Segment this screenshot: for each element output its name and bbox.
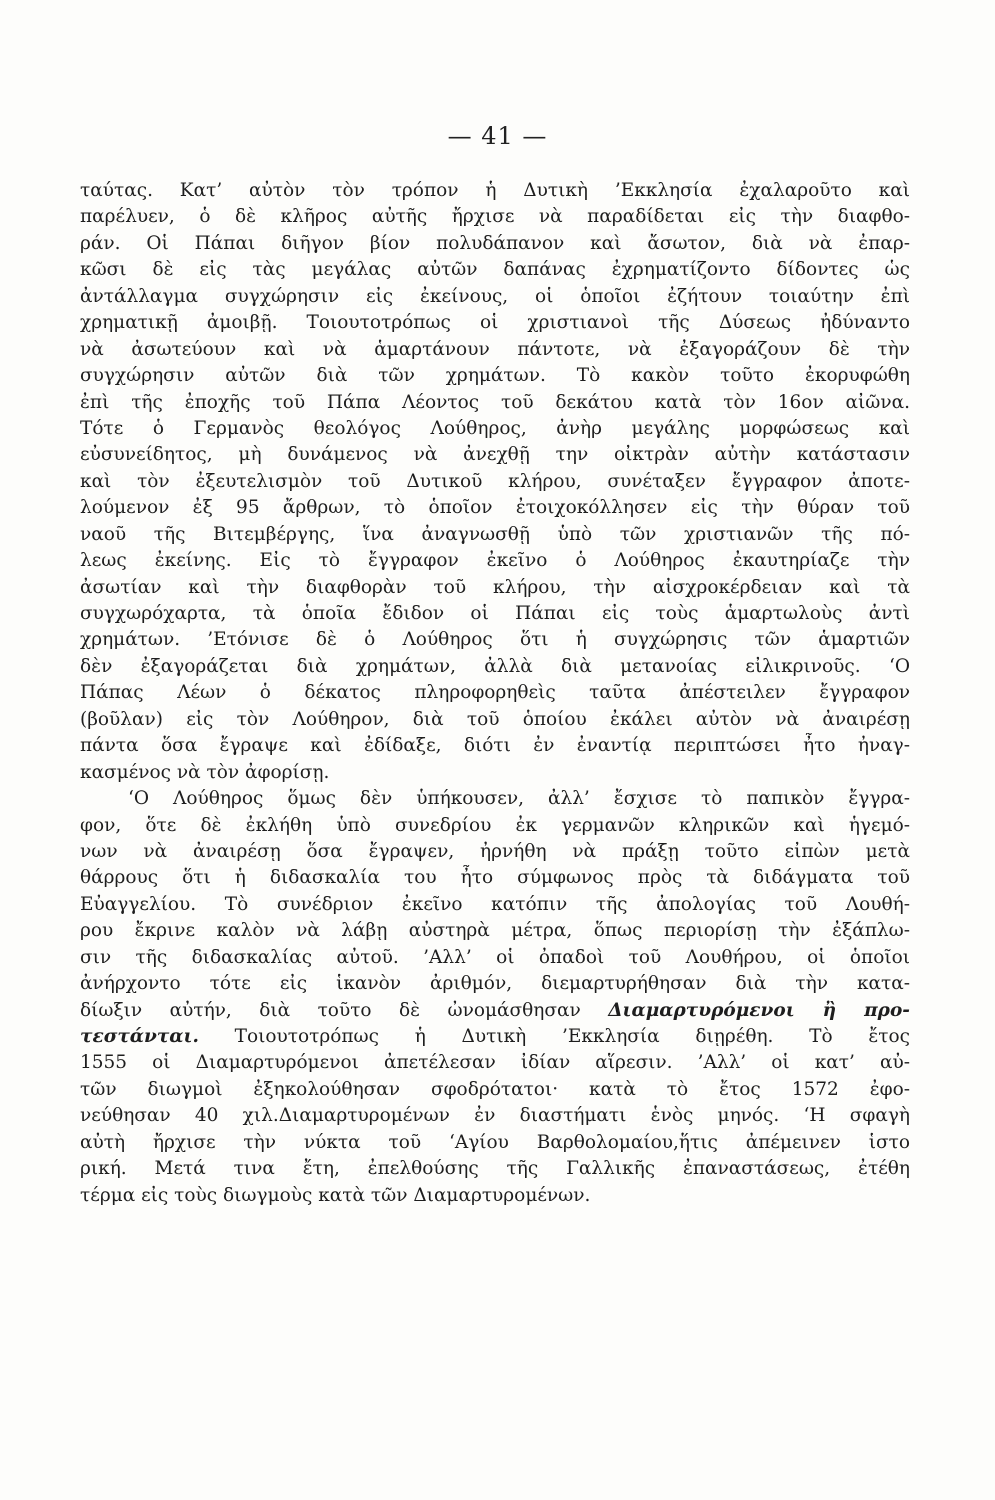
text-line: κασμένος νὰ τὸν ἀφορίσῃ. [80,761,330,783]
text-line: Τότε ὁ Γερμανὸς θεολόγος Λούθηρος, ἀνὴρ μεγάλης μορφώσεως καὶ [80,417,910,439]
text-line: 1555 οἱ Διαμαρτυρόμενοι ἀπετέλεσαν ἰδίαν αἵρεσιν. ’Αλλ’ οἱ κατ’ αὐ- [80,1052,910,1074]
text-line: πάντα ὅσα ἔγραψε καὶ ἐδίδαξε, διότι ἐν ἐναντίᾳ περιπτώσει ἦτο ἠναγ- [80,735,910,757]
text-line: λούμενον ἐξ 95 ἄρθρων, τὸ ὁποῖον ἐτοιχοκόλλησεν εἰς τὴν θύραν τοῦ [80,497,910,519]
text-line: ταύτας. Κατ’ αὐτὸν τὸν τρόπον ἡ Δυτικὴ ’Εκκλησία ἐχαλαροῦτο καὶ [80,180,910,201]
text-line: αὐτὴ ἤρχισε τὴν νύκτα τοῦ ‘Αγίου Βαρθολομαίου,ἥτις ἀπέμεινεν ἱστο [80,1131,910,1153]
text-line: ναοῦ τῆς Βιτεμβέργης, ἵνα ἀναγνωσθῇ ὑπὸ τῶν χριστιανῶν τῆς πό- [80,523,910,545]
text-line: συγχώρησιν αὐτῶν διὰ τῶν χρημάτων. Τὸ κακὸν τοῦτο ἐκορυφώθη [80,365,910,387]
text-line: δὲν ἐξαγοράζεται διὰ χρημάτων, ἀλλὰ διὰ μετανοίας εἰλικρινοῦς. ‘Ο [80,655,910,677]
text-line: φον, ὅτε δὲ ἐκλήθη ὑπὸ συνεδρίου ἐκ γερμανῶν κληρικῶν καὶ ἡγεμό- [80,814,910,836]
text-line: εὐσυνείδητος, μὴ δυνάμενος νὰ ἀνεχθῇ την οἰκτρὰν αὐτὴν κατάστασιν [80,444,910,466]
text-line: νὰ ἀσωτεύουν καὶ νὰ ἁμαρτάνουν πάντοτε, νὰ ἐξαγοράζουν δὲ τὴν [80,338,910,360]
text-line: ἀντάλλαγμα συγχώρησιν εἰς ἐκείνους, οἱ ὁποῖοι ἐζήτουν τοιαύτην ἐπὶ [80,285,910,307]
text-line: νων νὰ ἀναιρέσῃ ὅσα ἔγραψεν, ἠρνήθη νὰ πράξῃ τοῦτο εἰπὼν μετὰ [80,840,910,862]
text-line: χρημάτων. ’Ετόνισε δὲ ὁ Λούθηρος ὅτι ἡ συγχώρησις τῶν ἁμαρτιῶν [80,629,910,651]
text-line: ράν. Οἱ Πάπαι διῆγον βίον πολυδάπανον καὶ ἄσωτον, διὰ νὰ ἐπαρ- [80,232,910,254]
text-line: θάρρους ὅτι ἡ διδασκαλία του ἦτο σύμφωνος πρὸς τὰ διδάγματα τοῦ [80,867,910,889]
text-line: Εὐαγγελίου. Τὸ συνέδριον ἐκεῖνο κατόπιν τῆς ἀπολογίας τοῦ Λουθή- [80,893,910,915]
text-line: χρηματικῇ ἀμοιβῇ. Τοιουτοτρόπως οἱ χριστιανοὶ τῆς Δύσεως ἠδύναντο [80,312,910,334]
text-line: ἐπὶ τῆς ἐποχῆς τοῦ Πάπα Λέοντος τοῦ δεκάτου κατὰ τὸν 16ον αἰῶνα. [80,391,910,413]
text-line: νεύθησαν 40 χιλ.Διαμαρτυρομένων ἐν διαστήματι ἑνὸς μηνός. ‘Η σφαγὴ [80,1105,910,1127]
text-line: παρέλυεν, ὁ δὲ κλῆρος αὐτῆς ἤρχισε νὰ παραδίδεται εἰς τὴν διαφθο- [80,206,910,228]
text-line: Πάπας Λέων ὁ δέκατος πληροφορηθεὶς ταῦτα ἀπέστειλεν ἔγγραφον [80,682,910,704]
text-line: (βοῦλαν) εἰς τὸν Λούθηρον, διὰ τοῦ ὁποίου ἐκάλει αὐτὸν νὰ ἀναιρέσῃ [80,708,910,730]
emphasized-term: τεστάνται. [80,1026,199,1047]
text-line: συγχωρόχαρτα, τὰ ὁποῖα ἔδιδον οἱ Πάπαι εἰς τοὺς ἁμαρτωλοὺς ἀντὶ [80,603,910,624]
text-line-with-emphasis [80,1024,910,1050]
text-line: ἀνήρχοντο τότε εἰς ἱκανὸν ἀριθμόν, διεμαρτυρήθησαν διὰ τὴν κατα- [80,973,910,995]
text-line: ἀσωτίαν καὶ τὴν διαφθορὰν τοῦ κλήρου, τὴν αἰσχροκέρδειαν καὶ τὰ [80,576,910,598]
text-line: σιν τῆς διδασκαλίας αὐτοῦ. ’Αλλ’ οἱ ὀπαδοὶ τοῦ Λουθήρου, οἱ ὁποῖοι [80,946,910,968]
text-line: ρου ἔκρινε καλὸν νὰ λάβῃ αὐστηρὰ μέτρα, ὅπως περιορίσῃ τὴν ἐξάπλω- [80,920,910,942]
text-segment: δίωξιν αὐτήν, διὰ τοῦτο δὲ ὠνομάσθησαν [80,999,581,1021]
text-line: ‘Ο Λούθηρος ὅμως δὲν ὑπήκουσεν, ἀλλ’ ἔσχισε τὸ παπικὸν ἔγγρα- [128,788,910,810]
text-line: καὶ τὸν ἐξευτελισμὸν τοῦ Δυτικοῦ κλήρου, συνέταξεν ἔγγραφον ἀποτε- [80,470,910,492]
text-line: λεως ἐκείνης. Εἰς τὸ ἔγγραφον ἐκεῖνο ὁ Λούθηρος ἐκαυτηρίαζε τὴν [80,550,910,572]
text-line-with-emphasis [80,998,910,1024]
page-number: — 41 — [447,122,548,150]
text-line: τέρμα εἰς τοὺς διωγμοὺς κατὰ τῶν Διαμαρτυρομένων. [80,1184,591,1206]
text-segment: Τοιουτοτρόπως ἡ Δυτικὴ ’Εκκλησία διῃρέθη. Τὸ ἔτος [234,1026,910,1047]
body-text [80,178,910,1209]
text-line: ρική. Μετά τινα ἔτη, ἐπελθούσης τῆς Γαλλικῆς ἐπαναστάσεως, ἐτέθη [80,1158,910,1180]
text-line: τῶν διωγμοὶ ἐξηκολούθησαν σφοδρότατοι· κατὰ τὸ ἔτος 1572 ἐφο- [80,1078,910,1100]
emphasized-term: Διαμαρτυρόμενοι ἢ προ- [608,999,910,1021]
text-line: κῶσι δὲ εἰς τὰς μεγάλας αὐτῶν δαπάνας ἐχρηματίζοντο δίδοντες ὡς [80,259,910,281]
